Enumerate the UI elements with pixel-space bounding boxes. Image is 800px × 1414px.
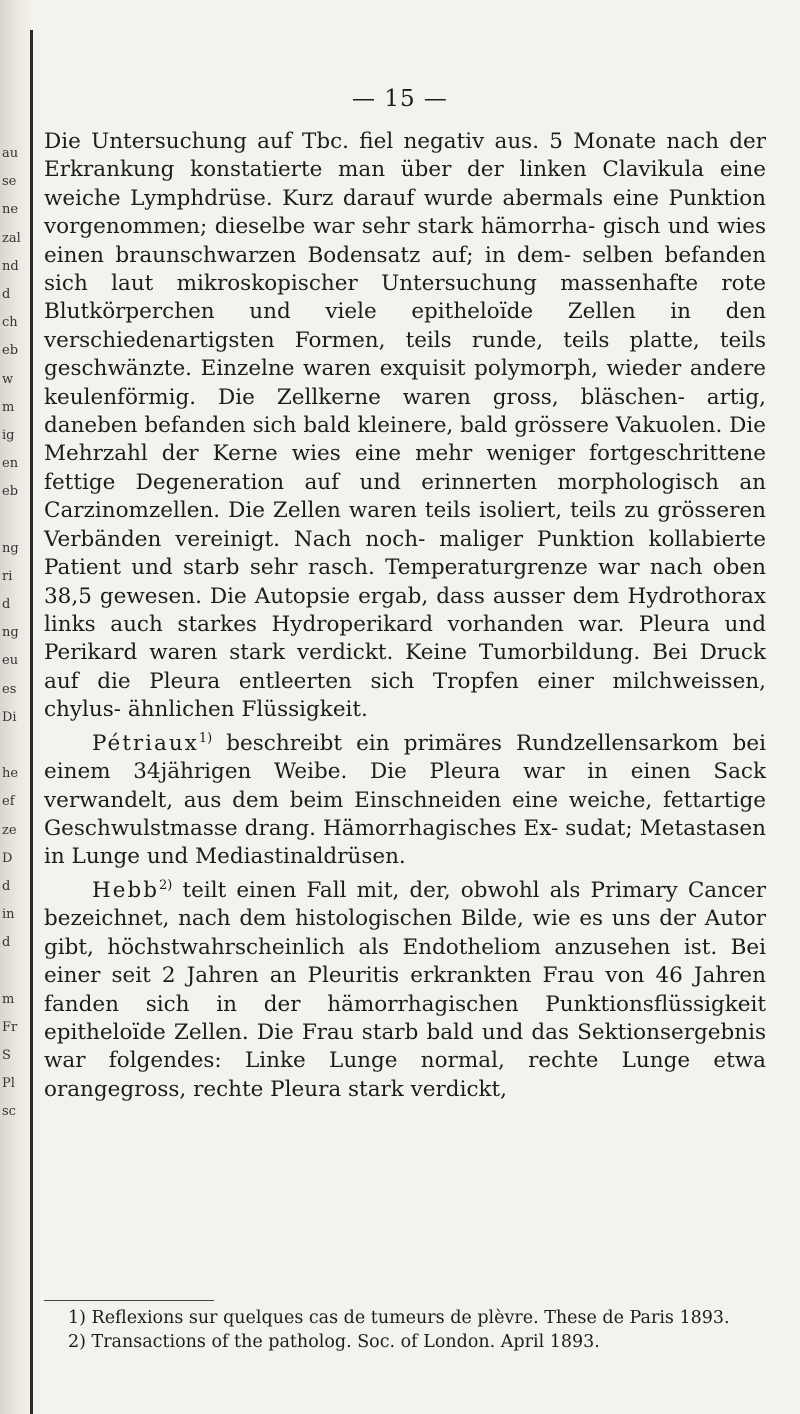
facing-page-fragment: Di bbox=[2, 709, 17, 725]
facing-page-fragment: ch bbox=[2, 315, 18, 331]
footnotes bbox=[44, 1306, 766, 1354]
footnote-ref-1: 1) bbox=[198, 730, 213, 746]
facing-page-fragments bbox=[2, 140, 30, 1127]
facing-page-fragment: d bbox=[2, 878, 11, 894]
facing-page-fragment: Pl bbox=[2, 1076, 15, 1092]
facing-page-fragment: au bbox=[2, 146, 19, 161]
facing-page-fragment bbox=[2, 506, 30, 534]
facing-page-fragment: eu bbox=[2, 653, 19, 669]
facing-page-fragment bbox=[2, 957, 30, 985]
footnote-ref-2: 2) bbox=[159, 877, 173, 893]
footnote-separator bbox=[44, 1300, 214, 1301]
facing-page-fragment: ze bbox=[2, 822, 17, 838]
hebb-text: teilt einen Fall mit, der, obwohl als Primary Cancer bezeichnet, nach dem histologischen Bilde, wie es uns der Autor gibt, höchstwahrscheinlich als Endotheliom anzusehen ist. Bei einer seit 2 Jahren an Pleuritis erkrankten Frau von 46 Jahren fanden sich in der hämorrhagischen Punktionsflüssigkeit epitheloïde Zellen. Die Frau starb bald und das Sektionsergebnis war folgendes: Linke Lunge normal, rechte Lunge etwa orangegross, rechte Pleura stark verdickt, bbox=[44, 877, 766, 1102]
facing-page-fragment: se bbox=[2, 174, 17, 190]
facing-page-fragment bbox=[2, 732, 30, 760]
paragraph-hebb bbox=[44, 872, 766, 1104]
facing-page-fragment: ri bbox=[2, 568, 13, 584]
binding-edge bbox=[30, 30, 33, 1414]
facing-page-fragment: ig bbox=[2, 427, 15, 443]
facing-page-fragment: d bbox=[2, 286, 11, 302]
footnote-2: 2) Transactions of the patholog. Soc. of London. April 1893. bbox=[68, 1332, 600, 1352]
facing-page-fragment: ng bbox=[2, 540, 19, 556]
facing-page-fragment: en bbox=[2, 456, 19, 472]
footnote-1: 1) Reflexions sur quelques cas de tumeurs de plèvre. These de Paris 1893. bbox=[68, 1308, 730, 1328]
facing-page-fragment: nd bbox=[2, 258, 19, 274]
facing-page-fragment: zal bbox=[2, 230, 21, 246]
facing-page-fragment: ef bbox=[2, 794, 15, 810]
author-hebb: Hebb bbox=[92, 877, 159, 903]
facing-page-fragment: m bbox=[2, 991, 15, 1007]
facing-page-fragment: m bbox=[2, 399, 15, 415]
facing-page-fragment: sc bbox=[2, 1104, 16, 1120]
facing-page-fragment: Fr bbox=[2, 1019, 18, 1035]
paragraph-case-report: Die Untersuchung auf Tbc. fiel negativ aus. 5 Monate nach der Erkrankung konstatierte man über der linken Clavikula eine weiche Lymphdrüse. Kurz darauf wurde abermals eine Punktion vorgenommen; dieselbe war sehr stark hämorrha- gisch und wies einen braunschwarzen Bodensatz auf; in dem- selben befanden sich laut mikroskopischer Untersuchung massenhafte rote Blutkörperchen und viele epitheloïde Zellen in den verschiedenartigsten Formen, teils runde, teils platte, teils geschwänzte. Einzelne waren exquisit polymorph, wieder andere keulenförmig. Die Zellkerne waren gross, bläschen- artig, daneben befanden sich bald kleinere, bald grössere Vakuolen. Die Mehrzahl der Kerne wies eine mehr weniger fortgeschrittene fettige Degeneration auf und erinnerten morphologisch an Carzinomzellen. Die Zellen waren teils isoliert, teils zu grösseren Verbänden vereinigt. Nach noch- maliger Punktion kollabierte Patient und starb sehr rasch. Temperaturgrenze war nach oben 38,5 gewesen. Die Autopsie ergab, dass ausser dem Hydrothorax links auch starkes Hydroperikard vorhanden war. Pleura und Perikard waren stark verdickt. Keine Tumorbildung. Bei Druck auf die Pleura entleerten sich Tropfen einer milchweissen, chylus- ähnlichen Flüssigkeit. bbox=[44, 129, 766, 723]
facing-page-fragment: ne bbox=[2, 202, 19, 218]
body-text bbox=[44, 128, 766, 1104]
paragraph-petriaux bbox=[44, 725, 766, 872]
facing-page-fragment: ng bbox=[2, 625, 19, 641]
facing-page-fragment: he bbox=[2, 766, 19, 782]
page-number: — 15 — bbox=[352, 86, 448, 112]
petriaux-text: beschreibt ein primäres Rundzellensarkom bei einem 34jährigen Weibe. Die Pleura war in einen Sack verwandelt, aus dem beim Einschneiden eine weiche, fettartige Geschwulstmasse drang. Hämorrhagisches Ex- sudat; Metastasen in Lunge und Mediastinaldrüsen. bbox=[44, 730, 766, 870]
facing-page-fragment: d bbox=[2, 597, 11, 612]
facing-page-fragment: eb bbox=[2, 484, 19, 500]
facing-page-fragment: eb bbox=[2, 343, 19, 359]
facing-page-fragment: w bbox=[2, 371, 14, 387]
facing-page-fragment: es bbox=[2, 681, 17, 697]
facing-page-fragment: D bbox=[2, 850, 13, 866]
author-petriaux: Pétriaux bbox=[92, 730, 199, 756]
facing-page-fragment: in bbox=[2, 907, 15, 923]
facing-page-fragment: S bbox=[2, 1048, 11, 1063]
facing-page-fragment: d bbox=[2, 935, 11, 951]
